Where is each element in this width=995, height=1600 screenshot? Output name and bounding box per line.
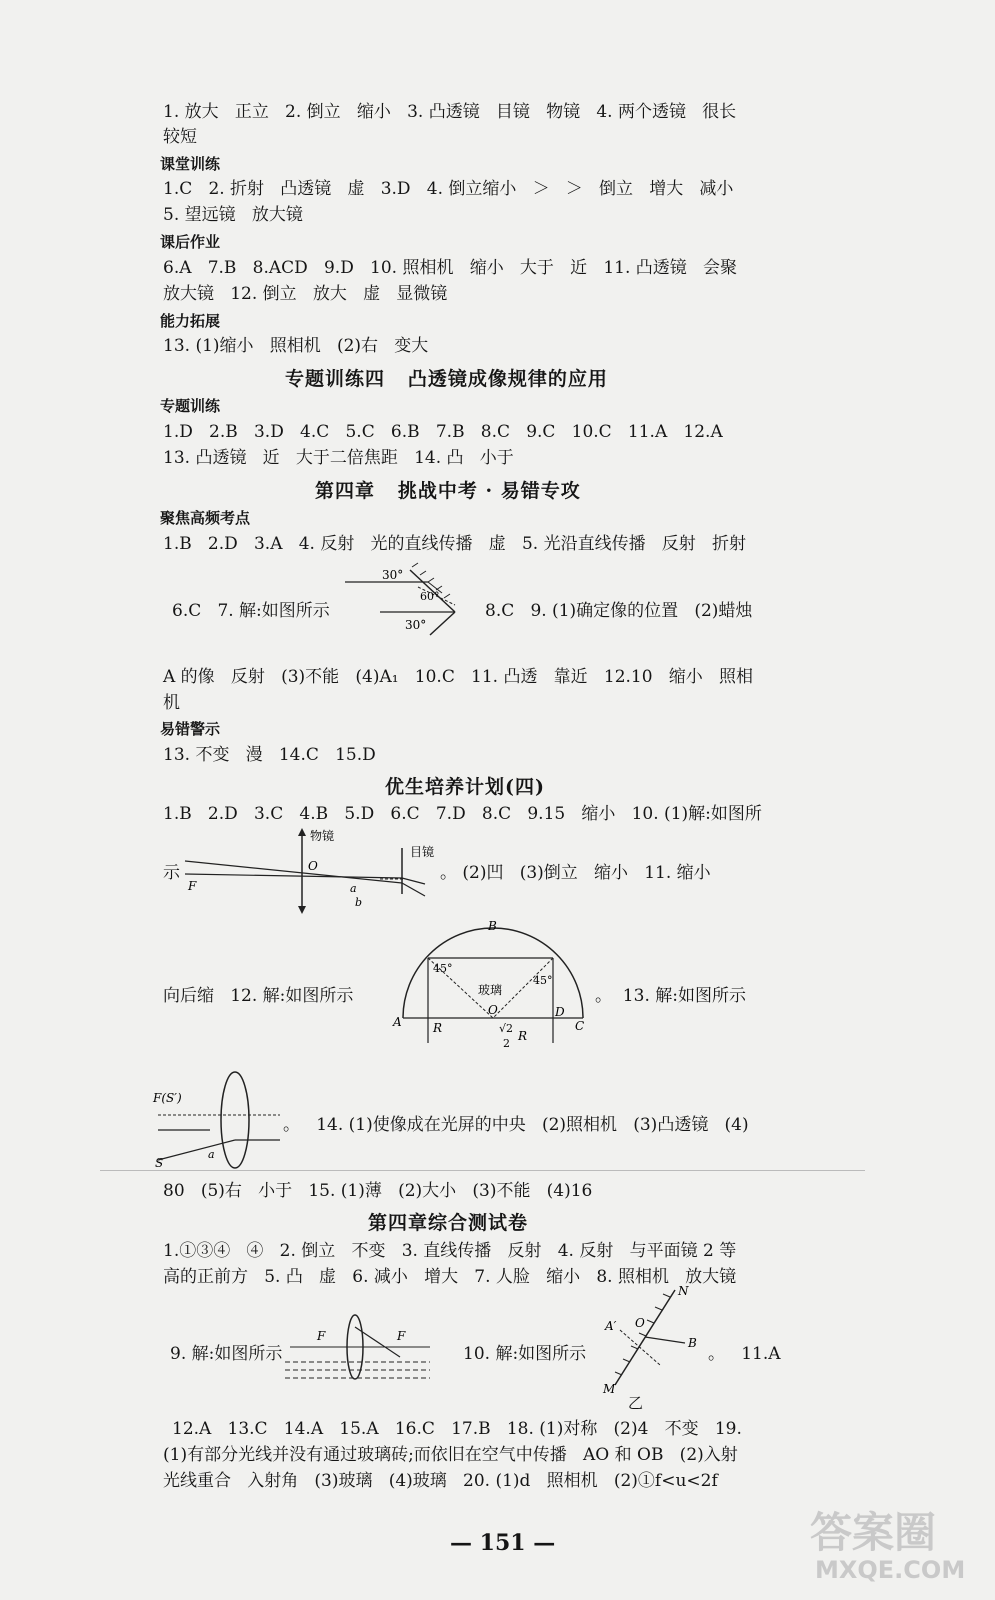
- answer-line-5: 6.A 7.B 8.ACD 9.D 10. 照相机 缩小 大于 近 11. 凸透镜 会聚: [163, 258, 737, 278]
- point-label: R: [518, 1029, 528, 1043]
- figure-caption-yi: 乙: [628, 1394, 644, 1412]
- objective-label: 物镜: [310, 829, 335, 843]
- section-title-chapter4-test: 第四章综合测试卷: [368, 1212, 529, 1234]
- lens-diagram-q13: [150, 1070, 290, 1170]
- semicircle-glass-diagram: [393, 918, 593, 1053]
- point-label: O: [308, 859, 318, 873]
- answer-line-20: 1.①③④ ④ 2. 倒立 不变 3. 直线传播 反射 4. 反射 与平面镜 2 等: [163, 1241, 737, 1261]
- watermark-url: MXQE.COM: [815, 1556, 966, 1584]
- point-label: A′: [605, 1319, 617, 1333]
- point-label: F(S′): [153, 1091, 182, 1105]
- answer-line-15: 1.B 2.D 3.C 4.B 5.D 6.C 7.D 8.C 9.15 缩小 10. (1)解:如图所: [163, 804, 762, 824]
- answer-line-14: 13. 不变 漫 14.C 15.D: [163, 745, 376, 765]
- angle-label: 60°: [420, 590, 440, 603]
- point-label: F: [188, 879, 197, 893]
- section-title-zhuanti4: 专题训练四 凸透镜成像规律的应用: [285, 368, 608, 390]
- section-heading-zhuanti: 专题训练: [160, 397, 221, 415]
- answer-line-13: 机: [163, 693, 180, 713]
- answer-line-21: 高的正前方 5. 凸 虚 6. 减小 增大 7. 人脸 缩小 8. 照相机 放大镜: [163, 1267, 737, 1287]
- answer-line-18: 。 14. (1)使像成在光屏的中央 (2)照相机 (3)凸透镜 (4): [283, 1115, 749, 1135]
- section-heading-yicuo: 易错警示: [160, 720, 221, 738]
- section-title-chapter4-challenge: 第四章 挑战中考 · 易错专攻: [315, 480, 581, 502]
- answer-line-3: 1.C 2. 折射 凸透镜 虚 3.D 4. 倒立缩小 ＞ ＞ 倒立 增大 减小: [163, 179, 734, 199]
- answer-line-16b: 。 (2)凹 (3)倒立 缩小 11. 缩小: [440, 863, 711, 883]
- point-label: O: [488, 1003, 498, 1017]
- section-heading-ketang: 课堂训练: [160, 155, 221, 173]
- point-label: S: [155, 1156, 164, 1170]
- point-label: b: [355, 896, 363, 909]
- section-heading-kehou: 课后作业: [160, 233, 221, 251]
- point-label: a: [350, 882, 357, 895]
- answer-line-22a: 9. 解:如图所示: [170, 1344, 283, 1364]
- point-label: F: [397, 1329, 406, 1343]
- point-label: F: [317, 1329, 326, 1343]
- lens-diagram-q9: [285, 1312, 435, 1392]
- point-label: A: [393, 1015, 402, 1029]
- point-label: M: [603, 1382, 616, 1396]
- answer-line-8: 1.D 2.B 3.D 4.C 5.C 6.B 7.B 8.C 9.C 10.C 11.A 12.A: [163, 422, 723, 442]
- point-label: B: [488, 919, 497, 933]
- fraction-denominator: 2: [503, 1037, 510, 1050]
- answer-line-6: 放大镜 12. 倒立 放大 虚 显微镜: [163, 284, 448, 304]
- answer-line-25: 光线重合 入射角 (3)玻璃 (4)玻璃 20. (1)d 照相机 (2)①f<u<2f: [163, 1471, 718, 1491]
- point-label: a: [208, 1148, 215, 1161]
- point-label: O: [635, 1316, 645, 1330]
- answer-line-2: 较短: [163, 127, 197, 147]
- eyepiece-label: 目镜: [410, 845, 435, 859]
- angle-label: 45°: [433, 962, 453, 975]
- section-heading-nengli: 能力拓展: [160, 312, 221, 330]
- answer-line-23: 12.A 13.C 14.A 15.A 16.C 17.B 18. (1)对称 (2)4 不变 19.: [172, 1419, 742, 1439]
- answer-line-11b: 8.C 9. (1)确定像的位置 (2)蜡烛: [485, 601, 753, 621]
- mirror-diagram-q10: [600, 1285, 710, 1395]
- section-title-yousheng: 优生培养计划(四): [385, 776, 545, 798]
- point-label: N: [678, 1284, 689, 1298]
- fraction-numerator: √2: [499, 1022, 514, 1035]
- answer-line-17b: 。 13. 解:如图所示: [595, 986, 746, 1006]
- answer-line-22c: 。 11.A: [708, 1344, 781, 1364]
- angle-label: 30°: [405, 618, 427, 632]
- answer-line-19: 80 (5)右 小于 15. (1)薄 (2)大小 (3)不能 (4)16: [163, 1181, 593, 1201]
- answer-line-4: 5. 望远镜 放大镜: [163, 205, 303, 225]
- point-label: B: [688, 1336, 697, 1350]
- answer-line-22b: 10. 解:如图所示: [463, 1344, 587, 1364]
- page-number: — 151 —: [450, 1530, 556, 1556]
- section-heading-jujiao: 聚焦高频考点: [160, 509, 251, 527]
- angle-label: 45°: [533, 974, 553, 987]
- divider: [100, 1170, 865, 1171]
- reflection-diagram-fig7: [340, 565, 470, 640]
- answer-line-16a: 示: [163, 863, 180, 883]
- answer-line-1: 1. 放大 正立 2. 倒立 缩小 3. 凸透镜 目镜 物镜 4. 两个透镜 很长: [163, 102, 737, 122]
- angle-label: 30°: [382, 568, 404, 582]
- point-label: D: [555, 1005, 565, 1019]
- answer-line-17a: 向后缩 12. 解:如图所示: [163, 986, 354, 1006]
- answer-line-24: (1)有部分光线并没有通过玻璃砖;而依旧在空气中传播 AO 和 OB (2)入射: [163, 1445, 738, 1465]
- glass-label: 玻璃: [478, 983, 503, 997]
- point-label: R: [433, 1021, 443, 1035]
- telescope-diagram: [180, 826, 450, 914]
- answer-line-7: 13. (1)缩小 照相机 (2)右 变大: [163, 336, 429, 356]
- watermark-logo: 答案圈: [810, 1508, 937, 1557]
- point-label: C: [575, 1019, 585, 1033]
- answer-line-12: A 的像 反射 (3)不能 (4)A₁ 10.C 11. 凸透 靠近 12.10 缩小 照相: [163, 667, 753, 687]
- answer-line-11a: 6.C 7. 解:如图所示: [172, 601, 330, 621]
- answer-line-9: 13. 凸透镜 近 大于二倍焦距 14. 凸 小于: [163, 448, 514, 468]
- answer-line-10: 1.B 2.D 3.A 4. 反射 光的直线传播 虚 5. 光沿直线传播 反射 折射: [163, 534, 746, 554]
